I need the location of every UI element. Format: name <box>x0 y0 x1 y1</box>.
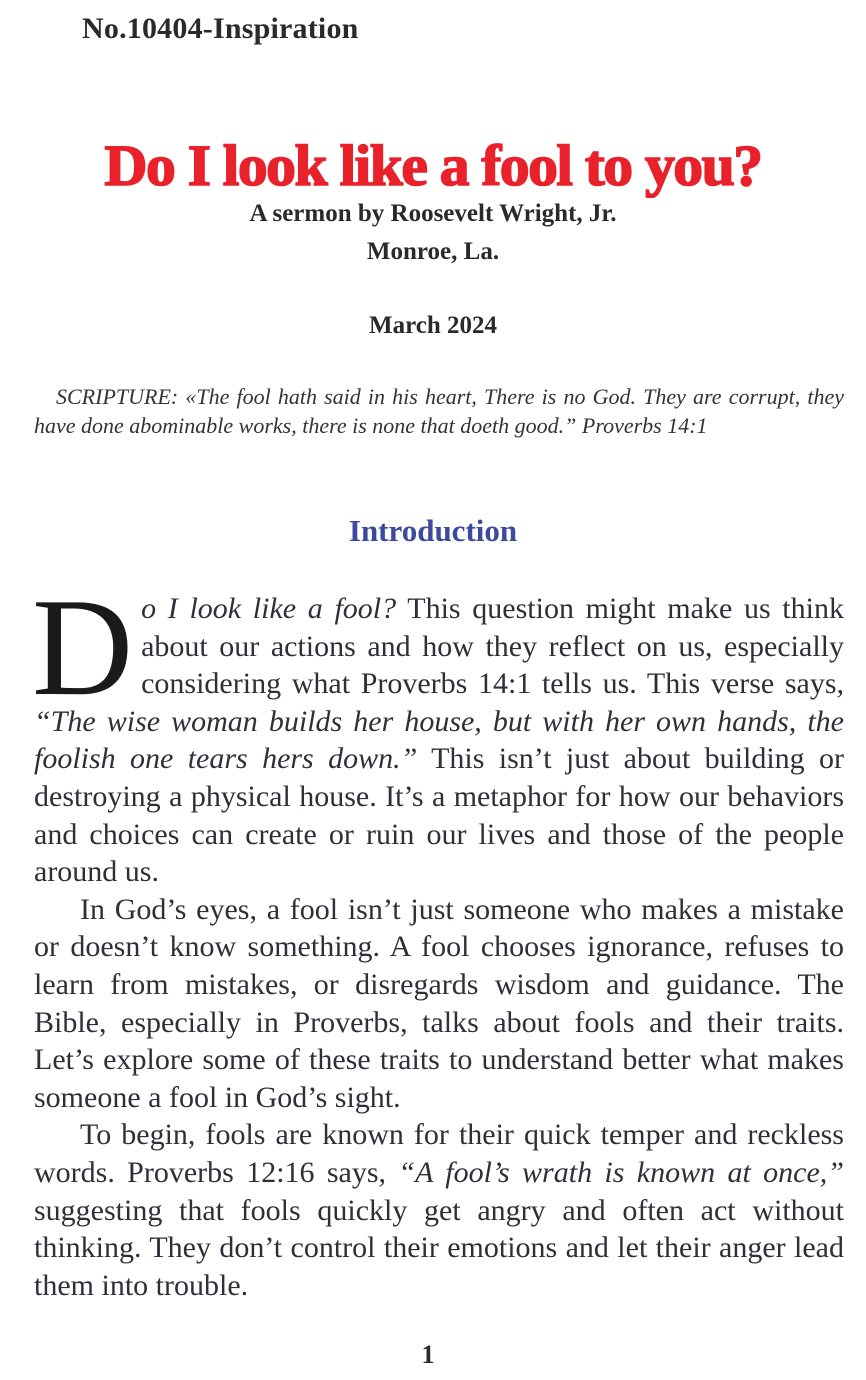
paragraph-fool-definition: In God’s eyes, a fool isn’t just someone who makes a mistake or doesn’t know something. A fool chooses ignorance, refuses to learn from mistakes, or disregards wisdom and guidance. The Bible, especially in Proverbs, talks about fools and their traits. Let’s explore some of these traits to understand better what makes someone a fool in God’s sight. <box>34 892 844 1114</box>
paragraph-text: suggesting that fools quickly get angry and often act without thinking. They don’t control their emotions and let their anger lead them into trouble. <box>34 1193 844 1302</box>
page-number: 1 <box>421 1340 435 1369</box>
bible-quote: , “The wise woman builds her house, but with her own hands, the foolish one tears hers down.” <box>34 667 844 776</box>
section-heading: Introduction <box>348 513 518 548</box>
drop-cap: D <box>32 570 134 725</box>
lead-question: o I look like a fool? <box>141 592 397 625</box>
author-line: A sermon by Roosevelt Wright, Jr. <box>249 200 617 227</box>
location-line: Monroe, La. <box>366 238 500 265</box>
scripture-quote: SCRIPTURE: «The fool hath said in his heart, There is no God. They are corrupt, they have done abominable works, there is none that doeth good.” Proverbs 14:1 <box>34 384 844 438</box>
sermon-title: Do I look like a fool to you? <box>104 133 762 198</box>
series-label: No.10404-Inspiration <box>82 12 359 45</box>
paragraph-text: To begin, fools are known for their quick temper and reckless words. Proverbs 12:16 says, <box>34 1118 844 1189</box>
sermon-body <box>32 570 844 1304</box>
date-line: March 2024 <box>369 312 497 339</box>
paragraph-temper <box>34 1116 844 1304</box>
paragraph-text: This isn’t just about building or destroying a physical house. It’s a metaphor for how our behaviors and choices can create or ruin our lives and those of the people around us. <box>34 742 844 889</box>
paragraph-text: This question might make us think about our actions and how they reflect on us, especially considering what Proverbs 14:1 tells us. This verse says <box>141 592 844 701</box>
bible-quote: “A fool’s wrath is known at once,” <box>398 1155 844 1189</box>
paragraph-intro <box>32 570 844 891</box>
